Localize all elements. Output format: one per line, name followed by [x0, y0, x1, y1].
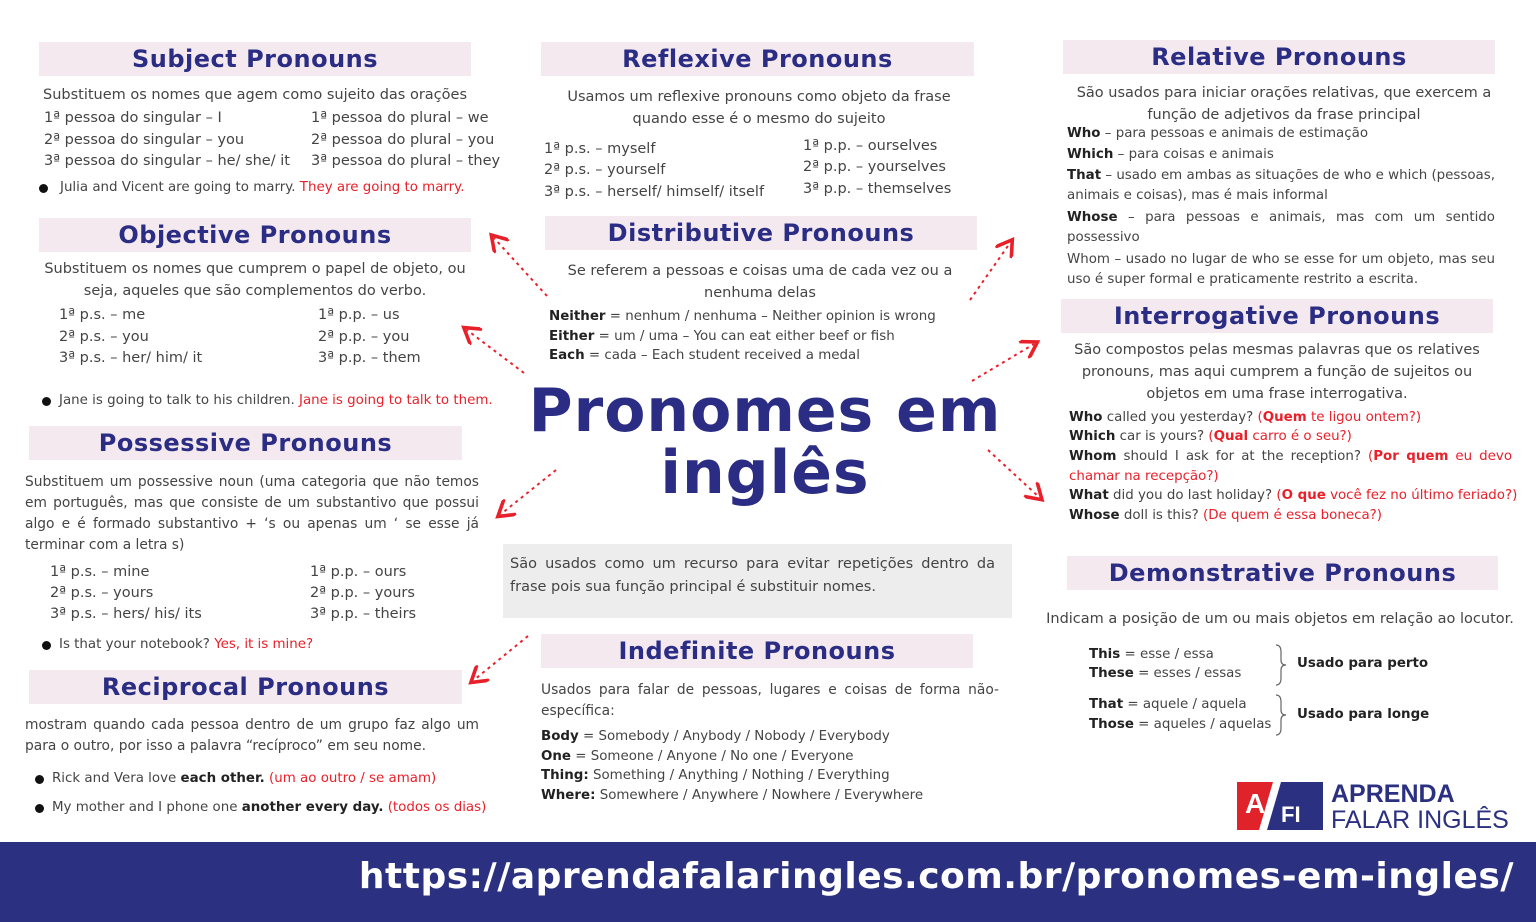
relative-desc: São usados para iniciar orações relativas, que exercem a função de adjetivos da frase principal [1076, 85, 1492, 123]
interrogative-q3: Whom should I ask for at the reception? (Por quem eu devo chamar na recepção?) [1069, 449, 1513, 484]
reflexive-desc: Usamos um reflexive pronouns como objeto da frase quando esse é o mesmo do sujeito [567, 89, 951, 127]
indefinite-row-where: Where: Somewhere / Anywhere / Nowhere / Everywhere [541, 788, 924, 803]
reciprocal-heading: Reciprocal Pronouns [29, 670, 462, 704]
subject-left-2: 2ª pessoa do singular – you [44, 132, 245, 148]
arrow-objective [494, 238, 547, 296]
subject-desc: Substituem os nomes que agem como sujeito das orações [43, 87, 467, 103]
reflexive-right-3: 3ª p.p. – themselves [803, 181, 952, 197]
demonstrative-that: That = aquele / aquela [1089, 697, 1247, 712]
objective-desc: Substituem os nomes que cumprem o papel de objeto, ou seja, aqueles que são complementos do verbo. [44, 261, 466, 299]
intro-text: São usados como um recurso para evitar repetições dentro da frase pois sua função principal é substituir nomes. [510, 556, 995, 595]
reciprocal-desc: mostram quando cada pessoa dentro de um grupo faz algo um para o outro, por isso a palavra “recíproco” em seu nome. [25, 717, 479, 754]
arrow-demonstrative [988, 450, 1039, 497]
reflexive-right-2: 2ª p.p. – yourselves [803, 159, 946, 175]
indefinite-desc: Usados para falar de pessoas, lugares e coisas de forma não-específica: [541, 682, 999, 719]
logo-line-1: APRENDA [1331, 780, 1455, 808]
reflexive-left-3: 3ª p.s. – herself/ himself/ itself [544, 184, 765, 200]
subject-heading: Subject Pronouns [39, 42, 471, 76]
main-title-line-2: inglês [660, 438, 870, 508]
objective-heading: Objective Pronouns [39, 218, 471, 252]
relative-heading: Relative Pronouns [1063, 40, 1495, 74]
relative-which: Which – para coisas e animais [1067, 147, 1274, 162]
interrogative-desc: São compostos pelas mesmas palavras que os relatives pronouns, mas aqui cumprem a função de sujeitos ou objetos em uma frase interrogativa. [1074, 342, 1480, 402]
relative-whom: Whom – usado no lugar de who se esse for um objeto, mas seu uso é super formal e praticamente restrito a escrita. [1067, 252, 1495, 287]
arrow-relative [970, 243, 1010, 300]
possessive-heading: Possessive Pronouns [29, 426, 462, 460]
relative-who: Who – para pessoas e animais de estimação [1067, 126, 1369, 141]
demonstrative-heading: Demonstrative Pronouns [1067, 556, 1498, 590]
interrogative-heading: Interrogative Pronouns [1061, 299, 1493, 333]
indefinite-row-body: Body = Somebody / Anybody / Nobody / Everybody [541, 729, 890, 744]
objective-example: Jane is going to talk to his children. Jane is going to talk to them. [59, 393, 493, 408]
relative-whose: Whose – para pessoas e animais, mas com um sentido possessivo [1067, 210, 1495, 245]
possessive-desc: Substituem um possessive noun (uma categoria que não temos em português, mas que consiste de um substantivo que possui algo e é formado substantivo + ‘s ou apenas um ‘ se esse já terminar com a letra s) [25, 474, 479, 553]
demonstrative-those: Those = aqueles / aquelas [1089, 717, 1272, 732]
reflexive-heading: Reflexive Pronouns [541, 42, 974, 76]
possessive-right-2: 2ª p.p. – yours [310, 585, 415, 601]
possessive-example: Is that your notebook? Yes, it is mine? [59, 637, 314, 652]
objective-left-3: 3ª p.s. – her/ him/ it [59, 350, 203, 366]
distributive-row-neither: Neither = nenhum / nenhuma – Neither opinion is wrong [549, 309, 936, 324]
objective-right-2: 2ª p.p. – you [318, 329, 410, 345]
main-title-line-1: Pronomes em [528, 376, 1002, 446]
reflexive-right-1: 1ª p.p. – ourselves [803, 138, 938, 154]
interrogative-q2: Which car is yours? (Qual carro é o seu?) [1069, 429, 1352, 444]
objective-left-2: 2ª p.s. – you [59, 329, 149, 345]
objective-left-1: 1ª p.s. – me [59, 307, 146, 323]
arrow-objective-2 [467, 330, 524, 373]
possessive-left-1: 1ª p.s. – mine [50, 564, 150, 580]
demonstrative-these: These = esses / essas [1089, 666, 1242, 681]
objective-right-3: 3ª p.p. – them [318, 350, 421, 366]
arrow-interrogative [972, 344, 1034, 381]
demonstrative-near-label: Usado para perto [1297, 656, 1429, 671]
arrow-possessive [501, 470, 556, 514]
reflexive-left-2: 2ª p.s. – yourself [544, 162, 666, 178]
logo-line-2: FALAR INGLÊS [1331, 806, 1509, 834]
reciprocal-example-1: Rick and Vera love each other. (um ao outro / se amam) [52, 771, 437, 786]
relative-that: That – usado em ambas as situações de who e which (pessoas, animais e coisas), mas é mais informal [1067, 168, 1495, 203]
possessive-right-3: 3ª p.p. – theirs [310, 606, 417, 622]
logo-mark-a: A [1245, 788, 1266, 819]
footer-url-link[interactable]: https://aprendafalaringles.com.br/pronomes-em-ingles/ [358, 856, 1514, 897]
subject-right-2: 2ª pessoa do plural – you [311, 132, 495, 148]
distributive-heading: Distributive Pronouns [545, 216, 977, 250]
arrow-reciprocal [474, 636, 528, 680]
objective-right-1: 1ª p.p. – us [318, 307, 400, 323]
indefinite-heading: Indefinite Pronouns [541, 634, 973, 668]
demonstrative-far-label: Usado para longe [1297, 707, 1430, 722]
reflexive-left-1: 1ª p.s. – myself [544, 141, 656, 157]
subject-example: Julia and Vicent are going to marry. They are going to marry. [60, 180, 465, 195]
indefinite-row-thing: Thing: Something / Anything / Nothing / Everything [541, 768, 890, 783]
possessive-left-2: 2ª p.s. – yours [50, 585, 154, 601]
distributive-row-each: Each = cada – Each student received a medal [549, 348, 860, 363]
subject-right-3: 3ª pessoa do plural – they [311, 153, 501, 169]
possessive-right-1: 1ª p.p. – ours [310, 564, 407, 580]
subject-left-3: 3ª pessoa do singular – he/ she/ it [44, 153, 290, 169]
interrogative-q1: Who called you yesterday? (Quem te ligou ontem?) [1069, 410, 1422, 425]
distributive-row-either: Either = um / uma – You can eat either beef or fish [549, 329, 895, 344]
subject-right-1: 1ª pessoa do plural – we [311, 110, 489, 126]
reciprocal-example-2: My mother and I phone one another every day. (todos os dias) [52, 800, 487, 815]
distributive-desc: Se referem a pessoas e coisas uma de cada vez ou a nenhuma delas [567, 263, 953, 301]
subject-left-1: 1ª pessoa do singular – I [44, 110, 222, 126]
interrogative-q5: Whose doll is this? (De quem é essa boneca?) [1069, 508, 1382, 523]
demonstrative-desc: Indicam a posição de um ou mais objetos em relação ao locutor. [1046, 611, 1514, 627]
interrogative-q4: What did you do last holiday? (O que você fez no último feriado?) [1069, 488, 1518, 503]
demonstrative-this: This = esse / essa [1089, 647, 1214, 662]
possessive-left-3: 3ª p.s. – hers/ his/ its [50, 606, 202, 622]
logo-mark-fi: FI [1281, 802, 1301, 827]
indefinite-row-one: One = Someone / Anyone / No one / Everyone [541, 749, 854, 764]
footer-bar [0, 842, 1536, 922]
